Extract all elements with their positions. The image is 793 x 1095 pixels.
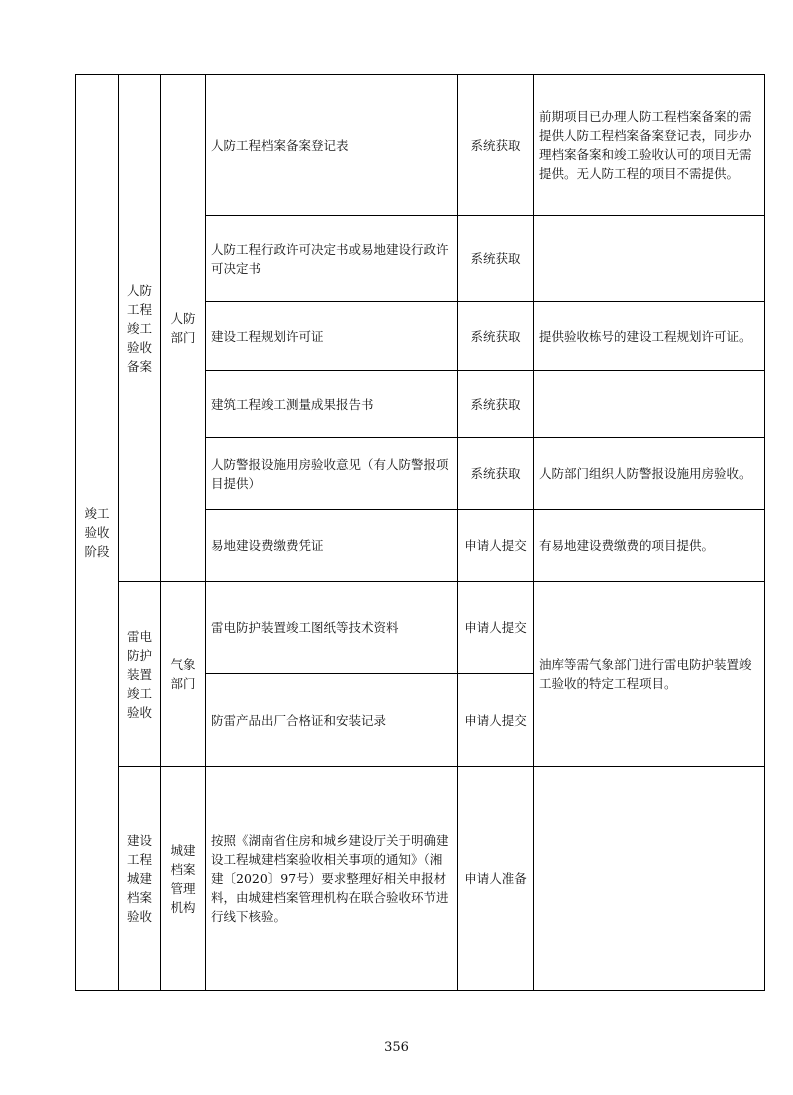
material-cell: 人防工程档案备案登记表 (206, 75, 458, 216)
source-cell: 申请人提交 (458, 582, 534, 674)
source-cell: 申请人提交 (458, 674, 534, 767)
material-cell: 按照《湖南省住房和城乡建设厅关于明确建设工程城建档案验收相关事项的通知》（湘建〔2020〕97号）要求整理好相关申报材料，由城建档案管理机构在联合验收环节进行线下核验。 (206, 767, 458, 991)
material-cell: 人防警报设施用房验收意见（有人防警报项目提供） (206, 438, 458, 510)
item-cell: 雷电防护装置竣工验收 (119, 582, 161, 767)
material-cell: 易地建设费缴费凭证 (206, 510, 458, 582)
material-cell: 人防工程行政许可决定书或易地建设行政许可决定书 (206, 216, 458, 302)
source-cell: 系统获取 (458, 75, 534, 216)
note-cell: 油库等需气象部门进行雷电防护装置竣工验收的特定工程项目。 (534, 582, 765, 767)
acceptance-materials-table (75, 74, 765, 991)
dept-cell: 人防部门 (161, 75, 206, 582)
note-cell (534, 371, 765, 438)
table-row (76, 767, 765, 991)
source-cell: 系统获取 (458, 216, 534, 302)
dept-cell: 城建档案管理机构 (161, 767, 206, 991)
note-cell (534, 767, 765, 991)
note-cell: 前期项目已办理人防工程档案备案的需提供人防工程档案备案登记表，同步办理档案备案和竣工验收认可的项目无需提供。无人防工程的项目不需提供。 (534, 75, 765, 216)
source-cell: 系统获取 (458, 438, 534, 510)
source-cell: 系统获取 (458, 302, 534, 371)
note-cell: 有易地建设费缴费的项目提供。 (534, 510, 765, 582)
stage-cell: 竣工验收阶段 (76, 75, 119, 991)
item-cell: 人防工程竣工验收备案 (119, 75, 161, 582)
source-cell: 申请人准备 (458, 767, 534, 991)
note-cell: 提供验收栋号的建设工程规划许可证。 (534, 302, 765, 371)
table-row (76, 75, 765, 216)
item-cell: 建设工程城建档案验收 (119, 767, 161, 991)
note-cell: 人防部门组织人防警报设施用房验收。 (534, 438, 765, 510)
material-cell: 建筑工程竣工测量成果报告书 (206, 371, 458, 438)
dept-cell: 气象部门 (161, 582, 206, 767)
table-row (76, 582, 765, 674)
page-number: 356 (384, 1040, 409, 1055)
source-cell: 申请人提交 (458, 510, 534, 582)
material-cell: 雷电防护装置竣工图纸等技术资料 (206, 582, 458, 674)
source-cell: 系统获取 (458, 371, 534, 438)
note-cell (534, 216, 765, 302)
material-cell: 防雷产品出厂合格证和安装记录 (206, 674, 458, 767)
material-cell: 建设工程规划许可证 (206, 302, 458, 371)
